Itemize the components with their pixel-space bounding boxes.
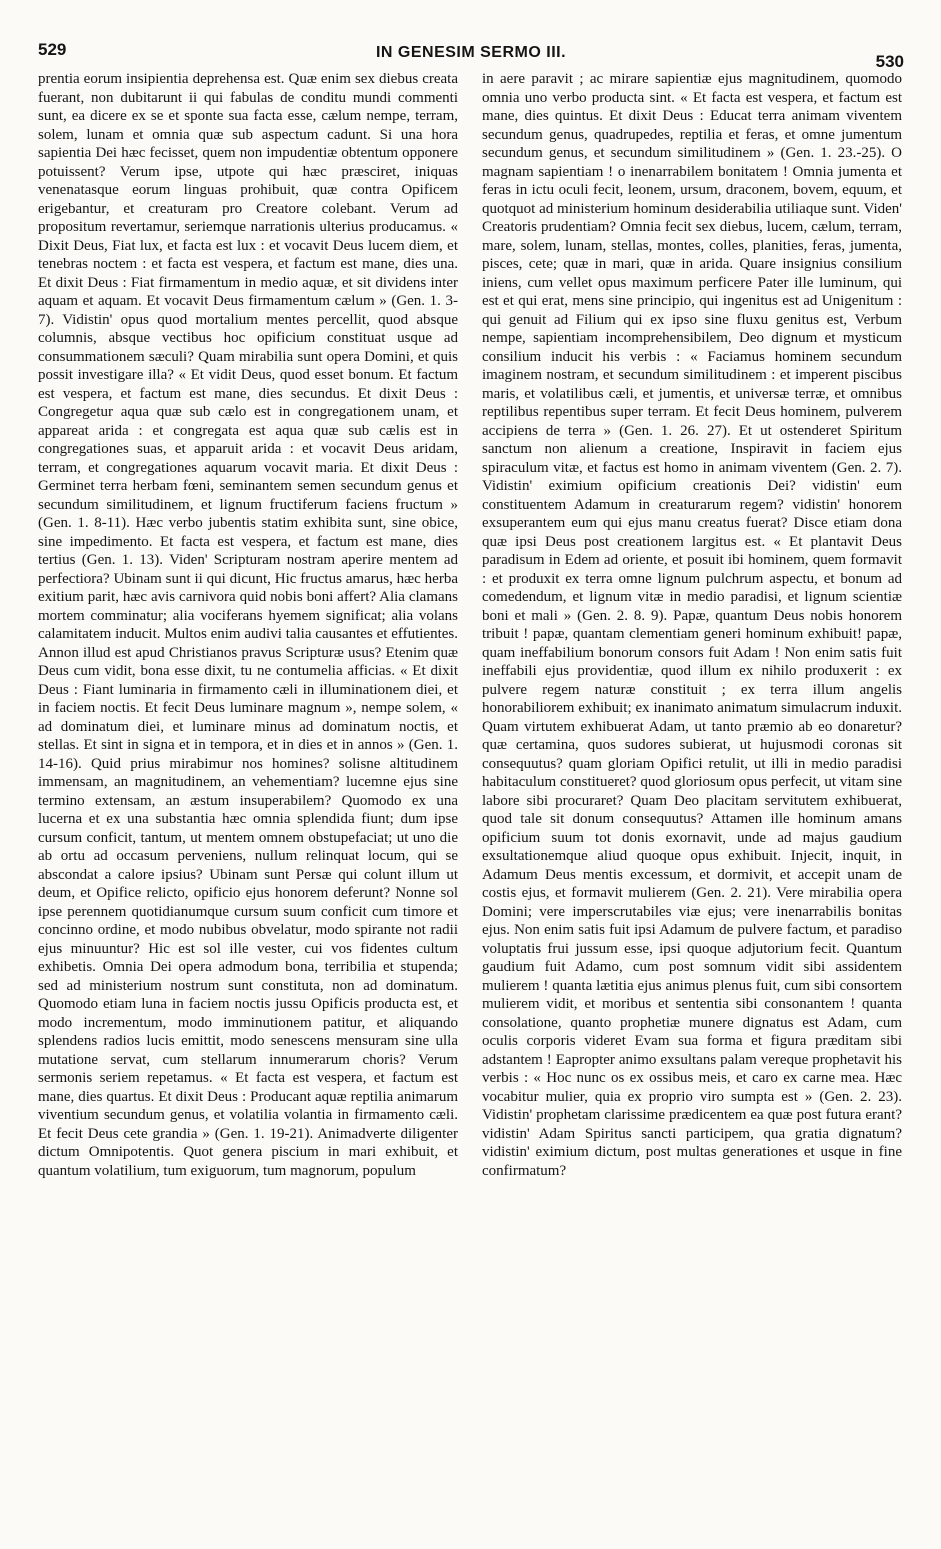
page-number-right: 530 bbox=[875, 52, 904, 71]
running-title: IN GENESIM SERMO III. bbox=[375, 44, 567, 61]
page-header bbox=[38, 40, 904, 70]
text-column-right: in aere paravit ; ac mirare sapientiæ ejus magnitudinem, quomodo omnia uno verbo producta sint. « Et facta est vespera, et factum est mane, dies quintus. Et dixit Deus : Educat terra animam viventem secundum genus, quadrupedes, reptilia et feras, et omne jumentum secundum genus, et secundum similitudinem » (Gen. 1. 23.-25). O magnam sapientiam ! o inenarrabilem bonitatem ! Omnia jumenta et feras in ictu oculi fecit, leonem, ursum, draconem, bovem, equum, et quotquot ad ministerium hominum desiderabilia utiliaque sunt. Viden' Creatoris prudentiam? Omnia fecit sex diebus, lucem, cælum, terram, mare, solem, lunam, stellas, montes, colles, planities, feras, jumenta, pisces, cete; quæ in mari, quæ in arida. Quare insignius consilium iniens, cum vellet opus maximum perficere Pater ille luminum, qui est et qui erat, mens sine principio, qui ingenitus est ad Unigenitum : qui genuit ad Filium qui ex ipso sine fluxu genitus est, Verbum nempe, sapientiam incomprehensibilem, Deo dignum et mysticum consilium inducit his verbis : « Faciamus hominem secundum imaginem nostram, et secundum similitudinem : et imperent piscibus maris, et volatilibus cæli, et jumentis, et universæ terræ, et omnibus reptilibus repentibus super terram. Et fecit Deus hominem, pulverem accipiens de terra » (Gen. 1. 26. 27). Et ut ostenderet Spiritum sanctum non alienum a creatione, Inspiravit in faciem ejus spiraculum vitæ, et factus est homo in animam viventem (Gen. 2. 7). Vidistin' eximium opificium creationis Dei? vidistin' eum constituentem Adamum in creaturarum regem? vidistin' honorem exsuperantem eum qui ejus manu creatus fuerat? Disce etiam dona quæ ipsi Deus post creationem largitus est. « Et plantavit Deus paradisum in Edem ad oriente, et posuit ibi hominem, quem formavit : et produxit ex terra omne lignum pulchrum aspectu, et bonum ad comedendum, et lignum vitæ in medio paradisi, et lignum scientiæ boni et mali » (Gen. 2. 8. 9). Papæ, quantum Deus nobis honorem tribuit ! papæ, quantam clementiam generi hominum exhibuit! papæ, quam ineffabilium bonorum consors fuit Adam ! Non enim satis fuit ineffabili ejus providentiæ, quod illum ex nihilo produxerit : ex pulvere regem naturæ constituit ; ex terra illum angelis honorabiliorem exhibuit; ex inanimato animatum simulacrum induxit. Quam virtutem exhibuerat Adam, ut tanto præmio ab eo donaretur? quæ certamina, quos sudores subierat, ut hujusmodi coronas sit consequutus? quam gloriam Opifici retulit, ut illi in medio paradisi habitaculum constitueret? quod gloriosum opus perfecit, ut vitam sine labore sibi procuraret? Quam Deo placitam servitutem exhibuerat, quod tale sit donum consequutus? Attamen ille hominum amans opificium suum tot donis exornavit, unde ad majus gaudium exsultationemque aliud quoque opus exhibuit. Injecit, inquit, in Adamum Deus mentis excessum, et dormivit, et accepit unam de costis ejus, et formavit mulierem (Gen. 2. 21). Vere mirabilia opera Domini; vere imperscrutabiles viæ ejus; vere inenarrabilis bonitas ejus. Non enim satis fuit ipsi Adamum de pulvere factum, et paradiso voluptatis frui jussum esse, ipsi quoque adjutorium fecit. Quantum gaudium fuit Adamo, cum post somnum vidit sibi assidentem mulierem ! quanta lætitia ejus animus plenus fuit, cum sibi consortem mulierem vidit, et moribus et sententia sibi consonantem ! quanta consolatione, quanto prophetiæ munere dignatus est Adam, cum oculis corporis videret Evam sua forma et figura præditam sibi adstantem ! Eapropter animo exsultans palam vereque prophetavit his verbis : « Hoc nunc os ex ossibus meis, et caro ex carne mea. Hæc vocabitur mulier, quia ex proprio viro sumpta est » (Gen. 2. 23). Vidistin' prophetam clarissime prædicentem ea quæ post futura erant? vidistin' Adam Spiritus sancti participem, qua gratia dignatum? vidistin' eximium dictum, post multas generationes et usque in fine confirmatum? bbox=[482, 71, 902, 1179]
page-number-left: 529 bbox=[38, 40, 67, 59]
text-column-left: prentia eorum insipientia deprehensa est. Quæ enim sex diebus creata fuerant, non dubitarunt ii qui fabulas de conditu mundi commenti sunt, ea dicere ex se et sponte sua facta esse, cælum nempe, terram, solem, lunam et omnia quæ sub aspectum cadunt. Si una hora sapientia Dei hæc fecisset, quem non impudentiæ obtentum opponere potuissent? Verum ipse, utpote qui hæc præsciret, iniquas venenatasque eorum linguas prohibuit, quæ contra Opificem erigebantur, et creaturam pro Creatore colebant. Verum ad propositum revertamur, seriemque narrationis ulterius producamus. « Dixit Deus, Fiat lux, et facta est lux : et vocavit Deus lucem diem, et tenebras noctem : et facta est vespera, et factum est mane, dies una. Et dixit Deus : Fiat firmamentum in medio aquæ, et sit dividens inter aquam et aquam. Et vocavit Deus firmamentum cælum » (Gen. 1. 3-7). Vidistin' opus quod mortalium mentes percellit, quod absque columnis, absque vectibus hoc opificium constituat usque ad consummationem sæculi? Quam mirabilia sunt opera Domini, et quis possit investigare illa? « Et vidit Deus, quod esset bonum. Et factum est vespera, et factum est mane, dies secundus. Et dixit Deus : Congregetur aqua quæ sub cælo est in congregationem unam, et appareat arida : et congregata est aqua quæ sub cælis est in congregationes suas, et apparuit arida : et vocavit Deus aridam, terram, et congregationes aquarum vocavit maria. Et dixit Deus : Germinet terra herbam fœni, seminantem semen secundum genus et secundum similitudinem, et lignum fructiferum faciens fructum » (Gen. 1. 8-11). Hæc verbo jubentis statim exhibita sunt, sine obice, sine impedimento. Et facta est vespera, et factum est mane, dies tertius (Gen. 1. 13). Viden' Scripturam nostram aperire mentem ad perfectiora? Ubinam sunt ii qui dicunt, Hic fructus amarus, hæc herba exitium parit, hæc avis carnivora quid nobis boni affert? Alia clamans mortem comminatur; alia vociferans hyemem significat; alia volans calamitatem inducit. Multos enim audivi talia causantes et effutientes. Annon illud est apud Christianos pravus Scripturæ usus? Etenim quæ Deus cum vidit, bona esse dixit, tu ne contumelia afficias. « Et dixit Deus : Fiant luminaria in firmamento cæli in illuminationem diei, et in faciem noctis. Et fecit Deus luminare magnum », nempe solem, « ad dominatum diei, et luminare minus ad dominatum noctis, et stellas. Et sint in signa et in tempora, et in dies et in annos » (Gen. 1. 14-16). Quid prius mirabimur nos homines? solisne altitudinem immensam, an magnitudinem, an vehementiam? lucemne ejus sine termino extensam, an æstum insuperabilem? Quomodo ex una lucerna et ex una substantia hæc omnia splendida fiunt; dum ipse cursum conficit, tantum, ut mentem omnem obstupefaciat; ut uno die ab ortu ad occasum perveniens, nullum relinquat locum, qui se abscondat a calore ipsius? Ubinam sunt Persæ qui colunt illum ut deum, et Opifice relicto, opificio ejus honorem deferunt? Nonne sol ipse perennem quotidianumque cursum suum conficit cum timore et concinno ordine, et modo nubibus obvelatur, modo spirante not radii ejus minuuntur? Hic est sol ille vester, cui vos fidentes cultum exhibetis. Omnia Dei opera admodum bona, terribilia et stupenda; sed ad ministerium nostrum sunt constituta, non ad dominatum. Quomodo etiam luna in faciem noctis jussu Opificis producta est, et modo incrementum, modo imminutionem patitur, et aliquando splendens radios lucis emittit, modo senescens mensuram sine ulla mutatione servat, cum stellarum innumerarum choris? Verum sermonis seriem repetamus. « Et facta est vespera, et factum est mane, dies quartus. Et dixit Deus : Producant aquæ reptilia animarum viventium secundum genus, et volatilia volantia in firmamento cæli. Et fecit Deus cete grandia » (Gen. 1. 19-21). Animadverte diligenter dictum Omnipotentis. Quot genera piscium in mari exhibuit, et quantum volatilium, tum exiguorum, tum magnorum, populum bbox=[38, 71, 458, 1179]
